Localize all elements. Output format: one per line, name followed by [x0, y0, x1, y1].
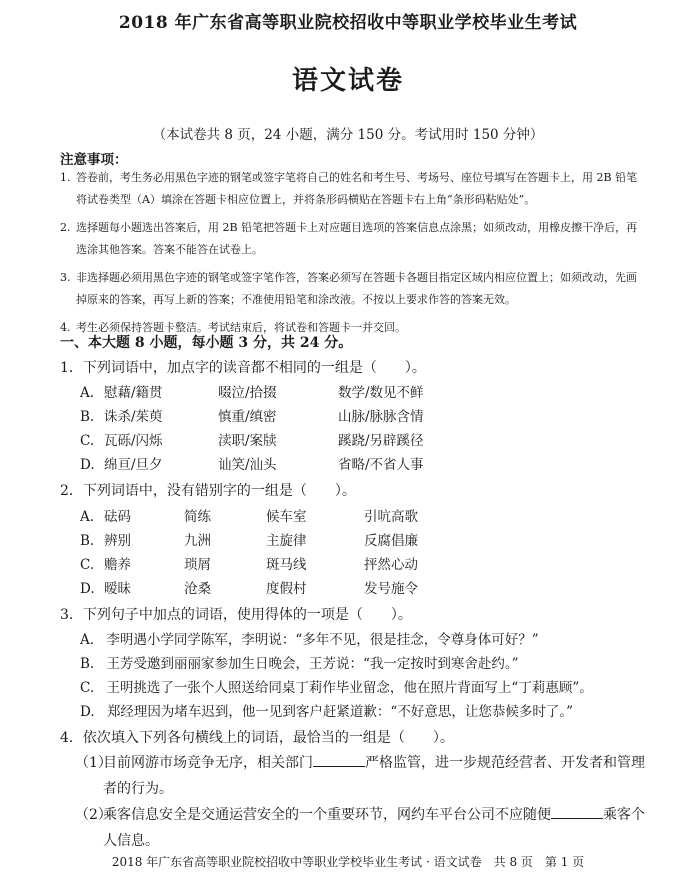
option-letter: B. — [80, 656, 95, 672]
q4-sub-question-1 — [75, 750, 645, 802]
option-word: 省略/不省人事 — [338, 457, 424, 473]
option-word: 主旋律 — [266, 533, 307, 549]
option-word: 山脉/脉脉含情 — [338, 409, 424, 425]
q3-option-c — [80, 678, 593, 698]
option-letter: C. — [80, 680, 95, 696]
q3-option-b — [80, 654, 519, 674]
subject-title: 语文试卷 — [291, 66, 404, 96]
exam-info: （本试卷共 8 页，24 小题，满分 150 分。考试用时 150 分钟） — [152, 127, 544, 143]
option-word: 琐屑 — [184, 557, 211, 573]
note-item — [60, 267, 642, 311]
question-1-stem: 1．下列词语中，加点字的读音都不相同的一组是（ ）。 — [60, 360, 426, 376]
sub-question-text-after: 严格监管，进一步规范经营者、开发者和管理者的行为。 — [103, 755, 645, 797]
option-word: 反腐倡廉 — [364, 533, 418, 549]
option-word: 辨别 — [104, 533, 131, 549]
option-letter: B. — [80, 409, 95, 425]
option-word: 斑马线 — [266, 557, 307, 573]
option-word: 绵亘/旦夕 — [104, 457, 163, 473]
option-word: 数学/数见不鲜 — [338, 385, 424, 401]
question-4-stem: 4．依次填入下列各句横线上的词语，最恰当的一组是（ ）。 — [60, 730, 454, 746]
option-letter: C. — [80, 557, 95, 573]
exam-main-title: 2018 年广东省高等职业院校招收中等职业学校毕业生考试 — [118, 13, 578, 33]
option-letter: A. — [80, 509, 95, 525]
option-word: 讪笑/汕头 — [218, 457, 277, 473]
option-word: 发号施令 — [364, 581, 418, 597]
page-footer: 2018 年广东省高等职业院校招收中等职业学校毕业生考试 · 语文试卷 共 8 页 第 1 页 — [111, 855, 585, 869]
option-letter: B. — [80, 533, 95, 549]
sub-question-number: （2） — [75, 807, 112, 823]
sub-question-text-after: 乘客个人信息。 — [103, 807, 645, 849]
option-word: 慰藉/籍贯 — [104, 385, 163, 401]
note-number: 1. — [60, 171, 71, 184]
option-word: 瓦砾/闪烁 — [104, 433, 163, 449]
option-letter: A. — [80, 385, 95, 401]
note-number: 3. — [60, 271, 71, 284]
option-text: 王明挑选了一张个人照送给同桌丁莉作毕业留念，他在照片背面写上“丁莉惠顾”。 — [106, 680, 593, 696]
note-item — [60, 167, 642, 211]
sub-question-text-before: 目前网游市场竞争无序，相关部门 — [103, 755, 313, 771]
option-word: 慎重/缜密 — [218, 409, 277, 425]
note-item — [60, 217, 642, 261]
q3-option-d — [80, 702, 573, 722]
option-text: 郑经理因为堵车迟到，他一见到客户赶紧道歉：“不好意思，让您恭候多时了。” — [106, 704, 573, 720]
q3-option-a — [80, 630, 539, 650]
answer-blank[interactable] — [313, 752, 365, 767]
option-word: 候车室 — [266, 509, 307, 525]
option-letter: D. — [80, 581, 95, 597]
option-word: 抨然心动 — [364, 557, 418, 573]
note-number: 2. — [60, 221, 71, 234]
option-word: 啜泣/拾掇 — [218, 385, 277, 401]
option-word: 引吭高歌 — [364, 509, 418, 525]
option-word: 赡养 — [104, 557, 131, 573]
note-text: 考生必须保持答题卡整洁。考试结束后，将试卷和答题卡一并交回。 — [76, 321, 406, 334]
sub-question-text-before: 乘客信息安全是交通运营安全的一个重要环节，网约车平台公司不应随便 — [103, 807, 551, 823]
option-word: 砝码 — [104, 509, 131, 525]
option-letter: D. — [80, 704, 95, 720]
question-3-stem: 3．下列句子中加点的词语，使用得体的一项是（ ）。 — [60, 607, 412, 623]
section-heading: 一、本大题 8 小题，每小题 3 分，共 24 分。 — [60, 335, 353, 351]
option-word: 沧桑 — [184, 581, 211, 597]
notes-list — [60, 167, 642, 345]
answer-blank[interactable] — [551, 804, 603, 819]
question-2-stem: 2．下列词语中，没有错别字的一组是（ ）。 — [60, 483, 356, 499]
option-word: 诛杀/茱萸 — [104, 409, 163, 425]
sub-question-number: （1） — [75, 755, 112, 771]
option-word: 渎职/案牍 — [218, 433, 277, 449]
note-text: 非选择题必须用黑色字迹的钢笔或签字笔作答，答案必须写在答题卡各题目指定区域内相应位置上；如须改动，先画掉原来的答案，再写上新的答案；不准使用铅笔和涂改液。不按以上要求作答的答案无效。 — [76, 271, 637, 306]
note-text: 答卷前，考生务必用黑色字迹的钢笔或签字笔将自己的姓名和考生号、考场号、座位号填写在答题卡上，用 2B 铅笔将试卷类型（A）填涂在答题卡相应位置上，并将条形码横贴在答题卡右上角“条形码粘贴处”。 — [76, 171, 638, 206]
option-word: 度假村 — [266, 581, 307, 597]
option-letter: A. — [80, 632, 95, 648]
note-number: 4. — [60, 321, 71, 334]
option-word: 简练 — [184, 509, 211, 525]
option-word: 九洲 — [184, 533, 211, 549]
option-letter: D. — [80, 457, 95, 473]
note-text: 选择题每小题选出答案后，用 2B 铅笔把答题卡上对应题目选项的答案信息点涂黑；如须改动，用橡皮擦干净后，再选涂其他答案。答案不能答在试卷上。 — [76, 221, 638, 256]
option-word: 暧昧 — [104, 581, 131, 597]
q4-sub-question-2 — [75, 802, 645, 854]
notes-heading: 注意事项： — [60, 152, 128, 168]
option-text: 李明遇小学同学陈军，李明说：“多年不见，很是挂念，令尊身体可好？” — [106, 632, 539, 648]
option-text: 王芳受邀到丽丽家参加生日晚会，王芳说：“我一定按时到寒舍赴约。” — [106, 656, 519, 672]
option-letter: C. — [80, 433, 95, 449]
option-word: 蹊跷/另辟蹊径 — [338, 433, 424, 449]
